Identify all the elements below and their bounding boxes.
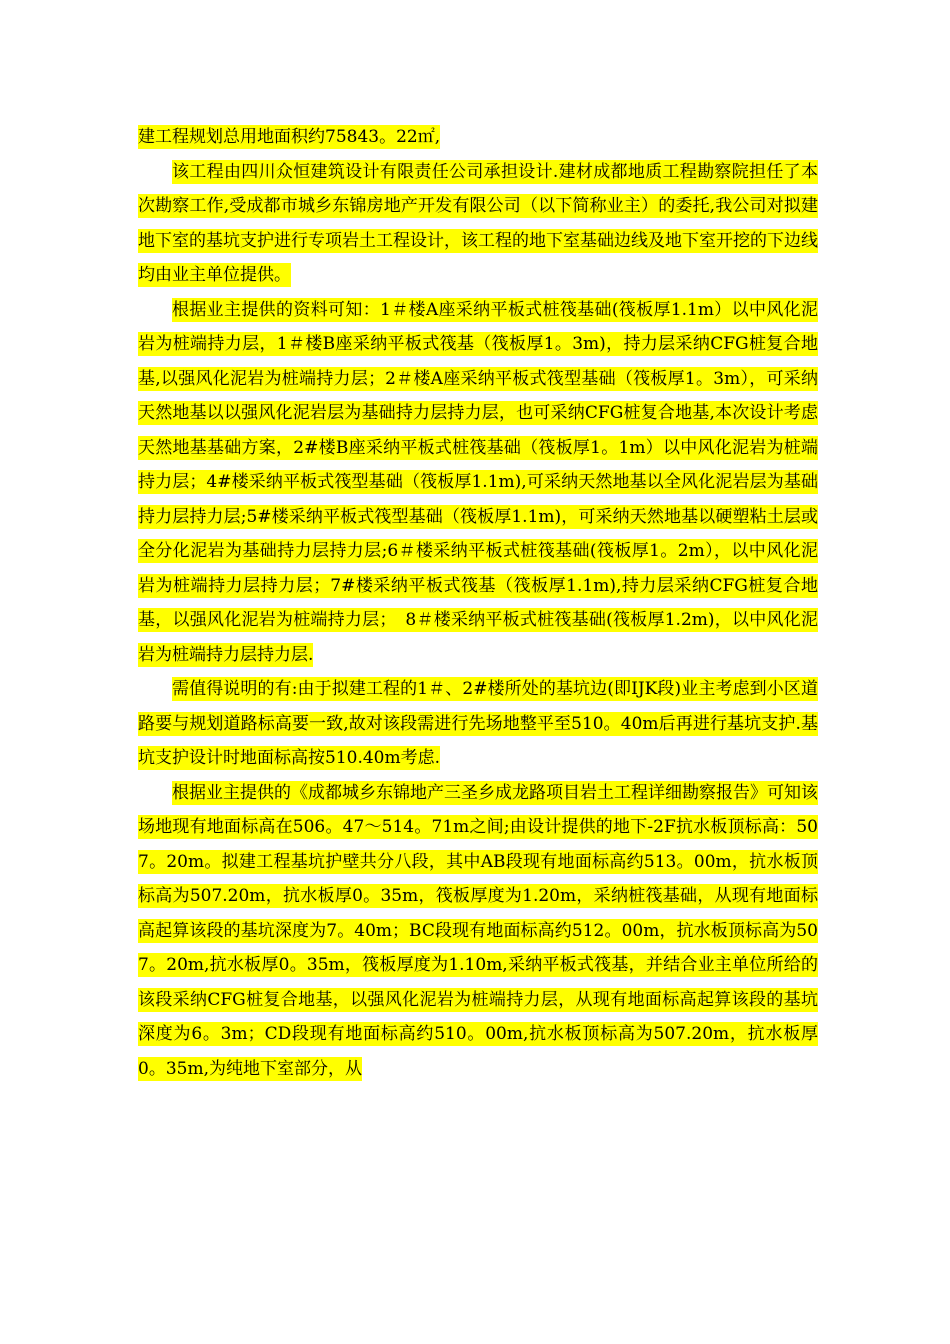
paragraph-5-text: 根据业主提供的《成都城乡东锦地产三圣乡成龙路项目岩土工程详细勘察报告》可知该场地现有地面标高在506。47～514。71m之间;由设计提供的地下-2F抗水板顶标高：507。20m。拟建工程基坑护壁共分八段，其中AB段现有地面标高约513。00m，抗水板顶标高为507.20m，抗水板厚0。35m，筏板厚度为1.20m，采纳桩筏基础，从现有地面标高起算该段的基坑深度为7。40m；BC段现有地面标高约512。00m，抗水板顶标高为507。20m,抗水板厚0。35m，筏板厚度为1.10m,采纳平板式筏基，并结合业主单位所给的该段采纳CFG桩复合地基，以强风化泥岩为桩端持力层，从现有地面标高起算该段的基坑深度为6。3m；CD段现有地面标高约510。00m,抗水板顶标高为507.20m，抗水板厚0。35m,为纯地下室部分，从 — [138, 782, 818, 1079]
paragraph-1 — [138, 120, 818, 155]
paragraph-2 — [138, 155, 818, 293]
paragraph-1-text: 建工程规划总用地面积约75843。22㎡, — [138, 127, 441, 147]
paragraph-3-text: 根据业主提供的资料可知：1＃楼A座采纳平板式桩筏基础(筏板厚1.1m）以中风化泥岩为桩端持力层，1＃楼B座采纳平板式筏基（筏板厚1。3m)，持力层采纳CFG桩复合地基,以强风化泥岩为桩端持力层；2＃楼A座采纳平板式筏型基础（筏板厚1。3m），可采纳天然地基以以强风化泥岩层为基础持力层持力层，也可采纳CFG桩复合地基,本次设计考虑天然地基基础方案，2#楼B座采纳平板式桩筏基础（筏板厚1。1m）以中风化泥岩为桩端持力层；4#楼采纳平板式筏型基础（筏板厚1.1m),可采纳天然地基以全风化泥岩层为基础持力层持力层;5#楼采纳平板式筏型基础（筏板厚1.1m)，可采纳天然地基以硬塑粘土层或全分化泥岩为基础持力层持力层;6＃楼采纳平板式桩筏基础(筏板厚1。2m），以中风化泥岩为桩端持力层持力层；7#楼采纳平板式筏基（筏板厚1.1m),持力层采纳CFG桩复合地基，以强风化泥岩为桩端持力层； 8＃楼采纳平板式桩筏基础(筏板厚1.2m)，以中风化泥岩为桩端持力层持力层. — [138, 299, 818, 665]
paragraph-5 — [138, 776, 818, 1087]
document-body — [138, 120, 818, 1086]
paragraph-4-text: 需值得说明的有:由于拟建工程的1＃、2#楼所处的基坑边(即IJK段)业主考虑到小区道路要与规划道路标高要一致,故对该段需进行先场地整平至510。40m后再进行基坑支护.基坑支护设计时地面标高按510.40m考虑. — [138, 679, 818, 768]
paragraph-4 — [138, 672, 818, 776]
paragraph-3 — [138, 293, 818, 673]
paragraph-2-text: 该工程由四川众恒建筑设计有限责任公司承担设计.建材成都地质工程勘察院担任了本次勘察工作,受成都市城乡东锦房地产开发有限公司（以下简称业主）的委托,我公司对拟建地下室的基坑支护进行专项岩土工程设计，该工程的地下室基础边线及地下室开挖的下边线均由业主单位提供。 — [138, 161, 818, 285]
